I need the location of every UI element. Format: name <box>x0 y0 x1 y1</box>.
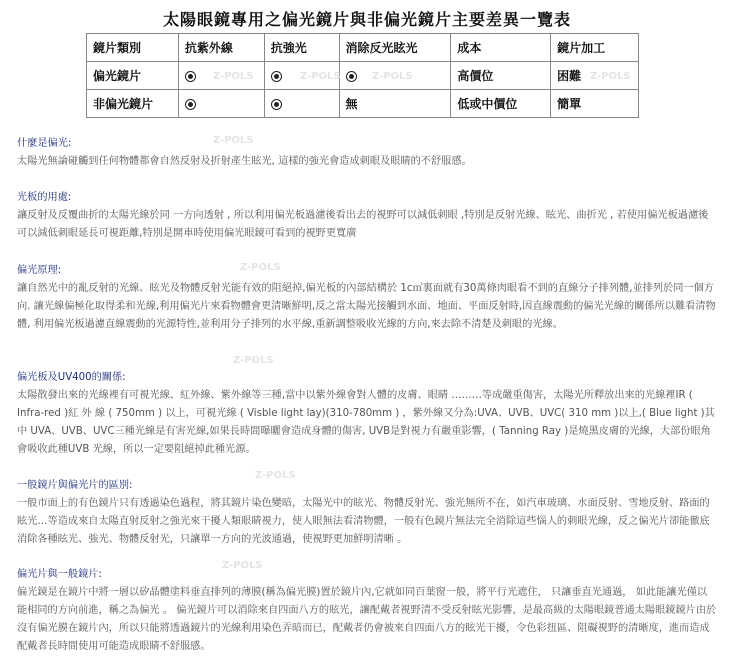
section-uv400 <box>17 369 717 459</box>
section-body: 太陽光無論碰觸到任何物體都會自然反射及折射產生眩光, 這樣的強光會造成刺眼及眼睛的不舒服感。 <box>17 156 472 167</box>
watermark: Z-POLS <box>255 470 296 481</box>
section-heading: 偏光板及UV400的關係: <box>17 372 126 383</box>
table-cell <box>178 62 264 90</box>
watermark: Z-POLS <box>213 135 254 146</box>
double-circle-icon <box>271 71 282 82</box>
section-body: 偏光鏡是在鏡片中將一層以矽晶體塗料垂直排列的薄膜(稱為偏光膜)置於鏡片內,它就如同百葉窗一般，將平行光遮住， 只讓垂直光通過， 如此能讓光僅以能相同的方向前進，稱之為偏光 。 偏光鏡片可以消除來自四面八方的眩光，讓配戴者視野清不受反射眩光影響，是最高級的太陽眼鏡普通太陽眼鏡鏡片由於沒有偏光膜在鏡片內，所以只能將透過鏡片的光線利用染色弄暗而已，配戴者仍會被來自四面八方的眩光干擾，令色彩扭區、阻礙視野的清晰度，進而造成配戴者長時間使用可能造成眼睛不舒服感。 <box>17 587 717 652</box>
table-header-cell: 成本 <box>451 34 551 62</box>
section-heading: 偏光片與一般鏡片: <box>17 569 102 580</box>
watermark: Z-POLS <box>300 71 341 82</box>
section-polarizer-use <box>17 189 717 243</box>
section-heading: 偏光原理: <box>17 265 62 276</box>
table-cell: 低或中價位 <box>451 90 551 118</box>
table-header-cell: 鏡片加工 <box>551 34 639 62</box>
watermark: Z-POLS <box>213 71 254 82</box>
table-cell: 簡單 <box>551 90 639 118</box>
section-body: 讓反射及反覆曲折的太陽光線於同 一方向透射 , 所以利用偏光板過濾後看出去的視野可以減低刺眼 ,特別是反射光線、眩光、曲折光 , 若使用偏光板過濾後可以減低刺眼延長可視距離,特別是開車時使用偏光眼鏡可看到的視野更寬廣 <box>17 210 709 239</box>
section-heading: 一般鏡片與偏光片的區別: <box>17 480 133 491</box>
table-cell: 偏光鏡片 <box>87 62 179 90</box>
table-cell: 困難 <box>551 62 639 90</box>
table-cell: 非偏光鏡片 <box>87 90 179 118</box>
section-lens-difference <box>17 477 717 549</box>
table-cell <box>264 62 339 90</box>
section-heading: 光板的用處: <box>17 192 72 203</box>
double-circle-icon <box>185 99 196 110</box>
section-body: 一般市面上的有色鏡片只有透過染色過程，將其鏡片染色變暗，太陽光中的眩光、物體反射光、強光無所不在，如汽車玻璃、水面反射、雪地反射、路面的眩光…等造成來自太陽直射反射之強光來干擾人類眼睛視力，使人眼無法看清物體，一般有色鏡片無法完全消除這些惱人的刺眼光線，反之偏光片卻能徹底消除各種眩光、強光、物體反射光，只讓單一方向的光波通過，使視野更加鮮明清晰 。 <box>17 498 710 545</box>
table-cell: 無 <box>339 90 451 118</box>
watermark: Z-POLS <box>590 71 631 82</box>
watermark: Z-POLS <box>222 560 263 571</box>
table-header-cell: 消除反光眩光 <box>339 34 451 62</box>
double-circle-icon <box>185 71 196 82</box>
table-row <box>87 90 639 118</box>
table-header-cell: 抗強光 <box>264 34 339 62</box>
table-row <box>87 62 639 90</box>
table-header-row <box>87 34 639 62</box>
watermark: Z-POLS <box>372 71 413 82</box>
table-cell: 高價位 <box>451 62 551 90</box>
watermark: Z-POLS <box>240 262 281 273</box>
page-title: 太陽眼鏡專用之偏光鏡片與非偏光鏡片主要差異一覽表 <box>162 10 571 29</box>
section-polarized-vs-regular <box>17 566 717 656</box>
table-header-cell: 鏡片類別 <box>87 34 179 62</box>
section-what-is-polarized <box>17 135 717 171</box>
table-cell <box>264 90 339 118</box>
table-cell <box>178 90 264 118</box>
section-polarization-principle <box>17 262 717 334</box>
table-header-cell: 抗紫外線 <box>178 34 264 62</box>
section-body: 讓自然光中的亂反射的光線、眩光及物體反射光能有效的阻絕掉,偏光板的內部結構於 1c㎡裏面就有30萬條肉眼看不到的直線分子排列體,並排列於同一個方向. 讓光線偏極化取得柔和光線,利用偏光片來看物體會更清晰鮮明,反之當太陽光接觸到水面、地面、平面反射時,因直線震動的偏光光線的關係所以難看清物體, 利用偏光板過濾直線震動的光源特性,並利用分子排列的水平線,重新調整吸收光線的方向,來去除不清楚及刺眼的光線。 <box>17 283 716 330</box>
table-cell <box>339 62 451 90</box>
section-body: 太陽散發出來的光線裡有可視光線、紅外線、紫外線等三種,當中以紫外線會對人體的皮膚、眼睛 ………等成嚴重傷害，太陽光所釋放出來的光線裡IR ( Infra-red )紅 外 線 ( 750mm ) 以上，可視光線 ( Visble light lay)(310-780mm ) ，紫外線又分為:UVA、UVB、UVC( 310 mm )以上,( Blue light )其中 UVA、UVB、UVC三種光線是有害光線,如果長時間曝曬會造成身體的傷害, UVB是對視力有嚴重影響，( Tanning Ray )是燒黑皮膚的光線，大部份眼角會吸收此種UVB 光線，所以一定要阻絕掉此種光源。 <box>17 390 715 455</box>
comparison-table <box>86 33 639 118</box>
double-circle-icon <box>271 99 282 110</box>
watermark: Z-POLS <box>233 355 274 366</box>
section-heading: 什麼是偏光: <box>17 138 72 149</box>
double-circle-icon <box>346 71 357 82</box>
